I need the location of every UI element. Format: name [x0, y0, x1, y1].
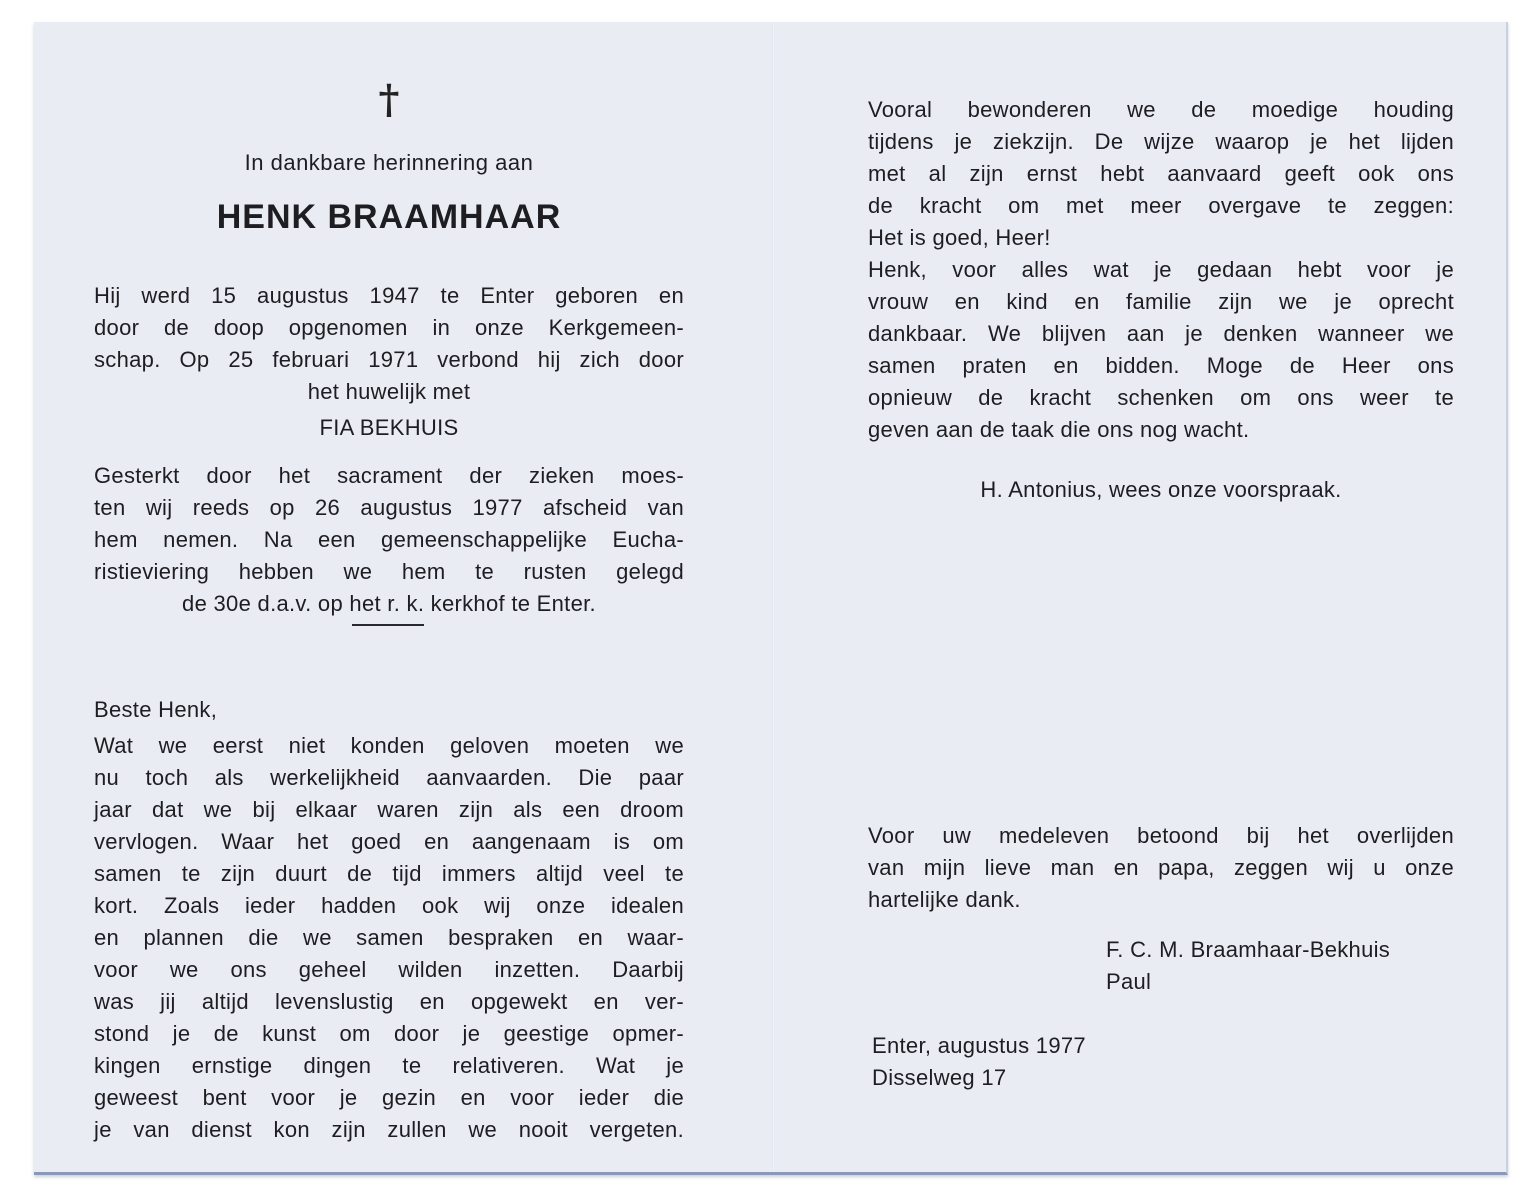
tribute-line: tijdens je ziekzijn. De wijze waarop je het lijden: [868, 129, 1454, 154]
thanks-line: dankbaar. We blijven aan je denken wanneer we: [868, 321, 1454, 346]
letter-line: kort. Zoals ieder hadden ook wij onze idealen: [94, 893, 684, 918]
bio-line: het huwelijk met: [307, 379, 471, 404]
death-line: Gesterkt door het sacrament der zieken moes-: [94, 463, 684, 488]
death-line: ten wij reeds op 26 augustus 1977 afscheid van: [94, 495, 684, 520]
tribute-line: de kracht om met meer overgave te zeggen:: [868, 193, 1454, 218]
intro-text: In dankbare herinnering aan: [244, 150, 534, 175]
prayer-line: H. Antonius, wees onze voorspraak.: [980, 477, 1342, 502]
letter-line: voor we ons geheel wilden inzetten. Daarbij: [94, 957, 684, 982]
letter-line: was jij altijd levenslustig en opgewekt en ver-: [94, 989, 684, 1014]
thanks-line: samen praten en bidden. Moge de Heer ons: [868, 353, 1454, 378]
gratitude-line: hartelijke dank.: [868, 887, 1021, 912]
memorial-card: [34, 22, 1508, 1175]
bio-paragraph: [94, 280, 684, 444]
thanks-line: Henk, voor alles wat je gedaan hebt voor je: [868, 257, 1454, 282]
bio-line: schap. Op 25 februari 1971 verbond hij zich door: [94, 347, 684, 372]
bio-line: door de doop opgenomen in onze Kerkgemeen-: [94, 315, 684, 340]
signatory-name: Paul: [1106, 969, 1152, 994]
letter-line: vervlogen. Waar het goed en aangenaam is om: [94, 829, 684, 854]
address: Disselweg 17: [872, 1065, 1007, 1090]
gratitude-paragraph: [868, 820, 1454, 916]
death-line: hem nemen. Na een gemeenschappelijke Eucha-: [94, 527, 684, 552]
gratitude-line: van mijn lieve man en papa, zeggen wij u onze: [868, 855, 1454, 880]
letter-paragraph: [94, 730, 684, 1146]
letter-line: je van dienst kon zijn zullen we nooit vergeten.: [94, 1117, 684, 1142]
tribute-line: Vooral bewonderen we de moedige houding: [868, 97, 1454, 122]
deceased-name: HENK BRAAMHAAR: [216, 198, 562, 236]
death-line: ristieviering hebben we hem te rusten gelegd: [94, 559, 684, 584]
cross-icon: †: [378, 76, 400, 123]
thanks-line: opnieuw de kracht schenken om ons weer te: [868, 385, 1454, 410]
card-fold: [772, 22, 774, 1172]
tribute-line: Het is goed, Heer!: [868, 225, 1051, 250]
letter-line: samen te zijn duurt de tijd immers altijd veel te: [94, 861, 684, 886]
tribute-paragraph: [868, 94, 1454, 254]
thanks-line: vrouw en kind en familie zijn we je oprecht: [868, 289, 1454, 314]
spouse-name: FIA BEKHUIS: [319, 415, 459, 440]
letter-line: en plannen die we samen bespraken en waar-: [94, 925, 684, 950]
divider-line: [352, 624, 424, 626]
signatory-name: F. C. M. Braamhaar-Bekhuis: [1106, 937, 1391, 962]
salutation: Beste Henk,: [94, 697, 218, 722]
place-date: Enter, augustus 1977: [872, 1033, 1086, 1058]
death-line: de 30e d.a.v. op het r. k. kerkhof te Enter.: [182, 591, 596, 616]
letter-line: stond je de kunst om door je geestige opmer-: [94, 1021, 684, 1046]
gratitude-line: Voor uw medeleven betoond bij het overlijden: [868, 823, 1454, 848]
thanks-line: geven aan de taak die ons nog wacht.: [868, 417, 1250, 442]
letter-line: geweest bent voor je gezin en voor ieder die: [94, 1085, 684, 1110]
letter-line: Wat we eerst niet konden geloven moeten we: [94, 733, 684, 758]
letter-line: kingen ernstige dingen te relativeren. Wat je: [94, 1053, 684, 1078]
letter-line: nu toch als werkelijkheid aanvaarden. Die paar: [94, 765, 684, 790]
thanks-paragraph: [868, 254, 1454, 446]
tribute-line: met al zijn ernst hebt aanvaard geeft ook ons: [868, 161, 1454, 186]
bio-line: Hij werd 15 augustus 1947 te Enter geboren en: [94, 283, 684, 308]
death-paragraph: [94, 460, 684, 620]
letter-line: jaar dat we bij elkaar waren zijn als een droom: [94, 797, 684, 822]
